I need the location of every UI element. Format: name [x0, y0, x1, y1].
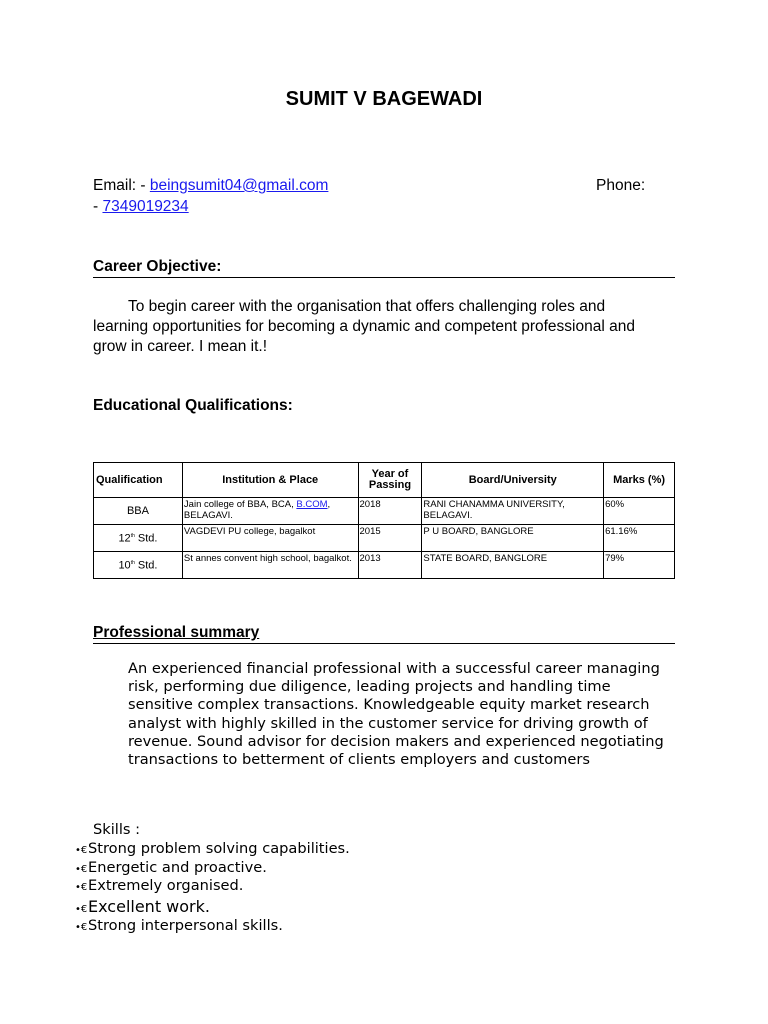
table-row: [94, 525, 675, 552]
professional-summary-text: An experienced financial professional with a successful career managing risk, performing due diligence, leading projects and handling time sensitive complex transactions. Knowledgeable equity market research analyst with highly skilled in the customer service for driving growth of revenue. Sound advisor for decision makers and experienced negotiating transactions to betterment of clients employers and customers: [128, 660, 664, 769]
institution-cell: Jain college of BBA, BCA, B.COM, BELAGAVI.: [182, 498, 358, 525]
bullet-icon: •€: [75, 921, 88, 933]
skills-label: Skills :: [93, 821, 141, 838]
list-item: •€Strong problem solving capabilities.: [75, 840, 350, 859]
marks-cell: 61.16%: [604, 525, 675, 552]
year-cell: 2018: [358, 498, 422, 525]
col-institution: Institution & Place: [182, 463, 358, 498]
marks-cell: 79%: [604, 552, 675, 579]
professional-summary-heading: Professional summary: [93, 624, 675, 644]
table-header-row: [94, 463, 675, 498]
board-cell: P U BOARD, BANGLORE: [422, 525, 604, 552]
year-cell: 2013: [358, 552, 422, 579]
education-table: [93, 462, 675, 579]
skills-list: [75, 840, 350, 935]
bullet-icon: •€: [75, 903, 88, 915]
col-year: Year of Passing: [358, 463, 422, 498]
career-objective-heading: Career Objective:: [93, 258, 675, 278]
email-label: Email: -: [93, 177, 150, 194]
candidate-name: SUMIT V BAGEWADI: [285, 88, 483, 110]
qualification-cell: BBA: [94, 498, 183, 525]
board-cell: RANI CHANAMMA UNIVERSITY, BELAGAVI.: [422, 498, 604, 525]
col-board: Board/University: [422, 463, 604, 498]
list-item: •€Strong interpersonal skills.: [75, 917, 350, 936]
career-objective-body: To begin career with the organisation that offers challenging roles and learning opportunities for becoming a dynamic and competent professional and grow in career. I mean it.!: [93, 298, 635, 355]
phone-label: Phone:: [596, 177, 646, 194]
phone-link[interactable]: 7349019234: [102, 198, 189, 215]
col-qualification: Qualification: [94, 463, 183, 498]
table-row: [94, 498, 675, 525]
year-cell: 2015: [358, 525, 422, 552]
list-item: •€Energetic and proactive.: [75, 859, 350, 878]
bullet-icon: •€: [75, 863, 88, 875]
list-item: •€Excellent work.: [75, 896, 350, 917]
col-marks: Marks (%): [604, 463, 675, 498]
phone-prefix: -: [93, 198, 103, 215]
institution-cell: VAGDEVI PU college, bagalkot: [182, 525, 358, 552]
qualification-cell: 12th Std.: [94, 525, 183, 552]
list-item: •€Extremely organised.: [75, 877, 350, 896]
phone-line: [93, 198, 189, 216]
education-heading: Educational Qualifications:: [93, 397, 293, 414]
bullet-icon: •€: [75, 882, 88, 893]
bcom-link[interactable]: B.COM: [296, 499, 328, 510]
career-objective-text: [93, 297, 663, 357]
institution-cell: St annes convent high school, bagalkot.: [182, 552, 358, 579]
bullet-icon: •€: [75, 845, 88, 856]
qualification-cell: 10th Std.: [94, 552, 183, 579]
table-row: [94, 552, 675, 579]
email-line: [93, 177, 328, 195]
marks-cell: 60%: [604, 498, 675, 525]
board-cell: STATE BOARD, BANGLORE: [422, 552, 604, 579]
email-link[interactable]: beingsumit04@gmail.com: [149, 177, 329, 194]
